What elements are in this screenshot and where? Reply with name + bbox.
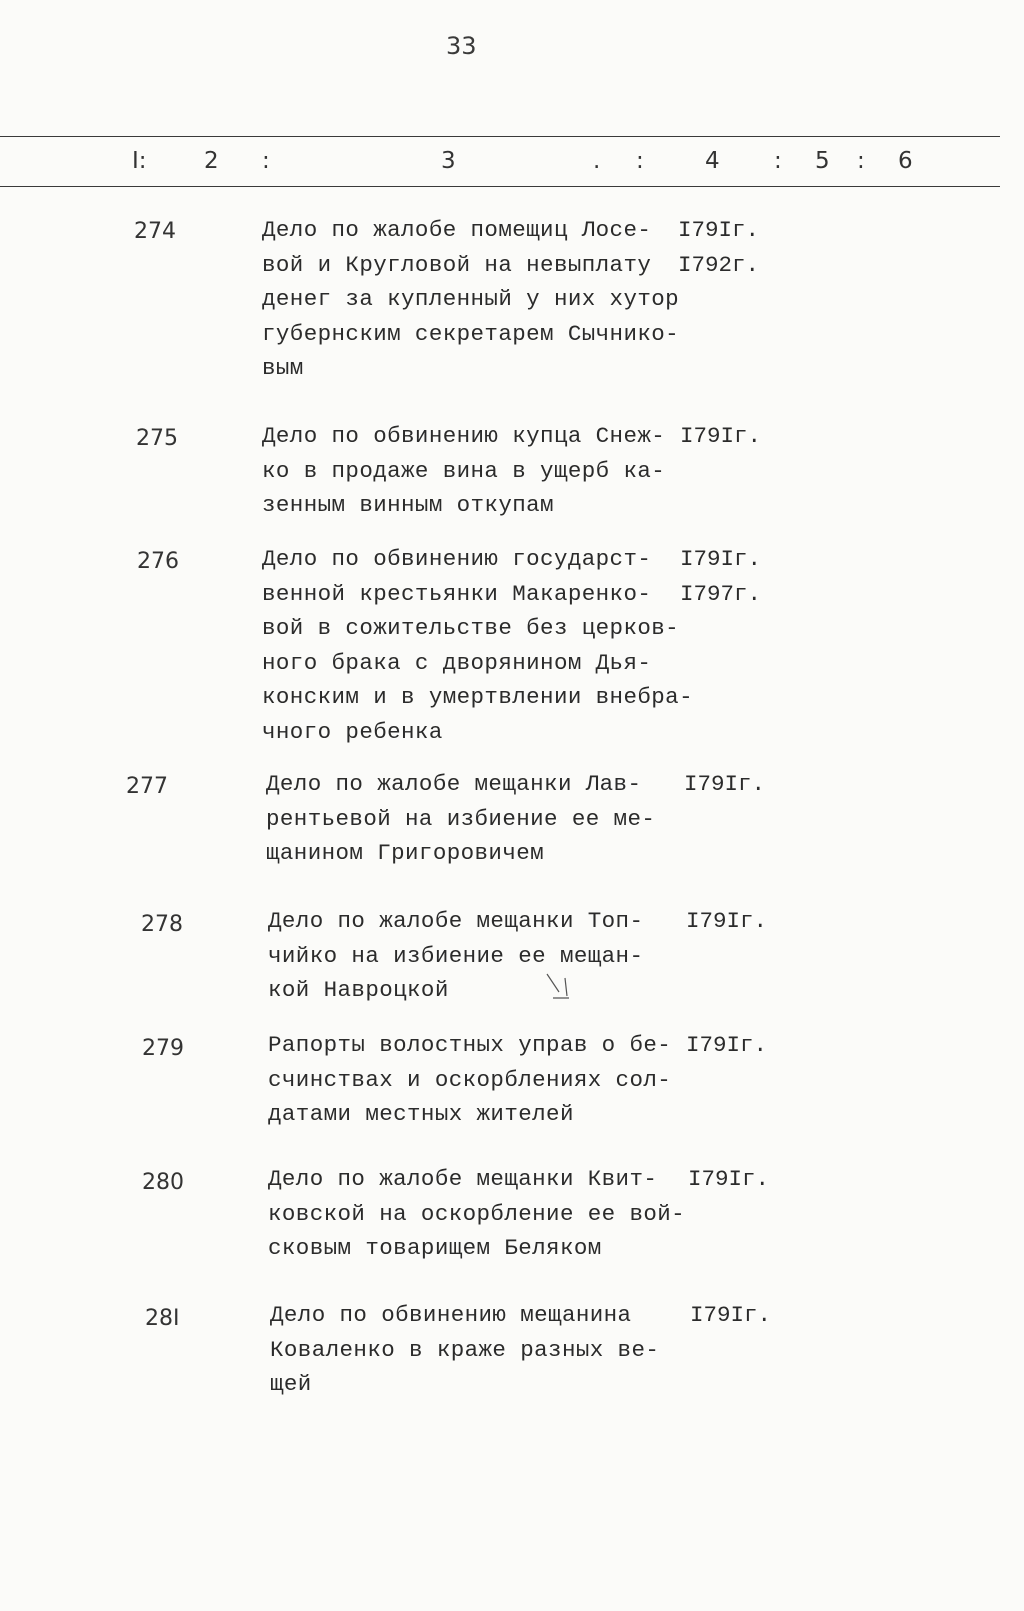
date-line: I79Iг. xyxy=(680,423,762,449)
description-line: ковской на оскорбление ее вой- xyxy=(268,1200,686,1227)
date-line: I79Iг. xyxy=(690,1302,772,1328)
entry-description xyxy=(268,1162,708,1266)
entry-description xyxy=(262,419,702,523)
entry-number: 28I xyxy=(145,1306,180,1331)
header-bottom-rule xyxy=(0,186,1000,187)
entry-description xyxy=(262,213,702,386)
column-separator: : xyxy=(636,148,644,174)
description-line: денег за купленный у них хутор xyxy=(262,286,680,312)
description-line: Дело по жалобе мещанки Топ- xyxy=(268,908,644,934)
description-line: чного ребенка xyxy=(262,718,443,745)
description-line: ко в продаже вина в ущерб ка- xyxy=(262,457,666,484)
date-line: I79Iг. xyxy=(688,1166,770,1192)
description-line: Дело по жалобе мещанки Квит- xyxy=(268,1166,658,1192)
description-line: датами местных жителей xyxy=(268,1101,574,1127)
description-line: Дело по обвинению мещанина xyxy=(270,1302,632,1328)
column-header-5: 5 xyxy=(815,148,830,174)
column-header-4: 4 xyxy=(705,148,720,174)
description-line: Дело по обвинению купца Снеж- xyxy=(262,423,666,449)
description-line: Дело по жалобе мещанки Лав- xyxy=(266,771,642,797)
date-line: I79Iг. xyxy=(678,217,760,243)
entry-number: 278 xyxy=(141,912,183,937)
description-line: сковым товарищем Беляком xyxy=(268,1235,602,1261)
description-line: конским и в умертвлении внебра- xyxy=(262,684,693,710)
description-line: чийко на избиение ее мещан- xyxy=(268,942,644,969)
date-line: I797г. xyxy=(680,580,762,607)
entry-number: 277 xyxy=(126,774,168,799)
column-header-6: 6 xyxy=(898,148,913,174)
description-line: вым xyxy=(262,355,304,381)
entry-number: 274 xyxy=(134,219,176,244)
page-number: 33 xyxy=(446,32,477,60)
pencil-tick-mark xyxy=(545,970,585,1010)
column-header-3: 3 xyxy=(441,148,456,174)
description-line: ного брака с дворянином Дья- xyxy=(262,649,652,676)
description-line: вой и Кругловой на невыплату xyxy=(262,251,652,278)
entry-dates xyxy=(686,1028,767,1063)
entry-number: 276 xyxy=(137,549,179,574)
description-line: счинствах и оскорблениях сол- xyxy=(268,1066,672,1093)
header-top-rule xyxy=(0,136,1000,137)
entry-dates xyxy=(690,1298,771,1333)
column-header-2: 2 xyxy=(204,148,219,174)
description-line: вой в сожительстве без церков- xyxy=(262,615,680,641)
description-line: зенным винным откупам xyxy=(262,492,554,518)
column-header-1: I: xyxy=(132,148,147,174)
description-line: Дело по жалобе помещиц Лосе- xyxy=(262,217,652,243)
date-line: I79Iг. xyxy=(680,546,762,572)
entry-description xyxy=(262,542,702,749)
description-line: щанином Григоровичем xyxy=(266,840,545,866)
description-line: рентьевой на избиение ее ме- xyxy=(266,805,656,832)
description-line: Коваленко в краже разных ве- xyxy=(270,1336,660,1363)
date-line: I79Iг. xyxy=(686,908,768,934)
description-line: кой Навроцкой xyxy=(268,977,449,1003)
date-line: I792г. xyxy=(678,251,760,278)
date-line: I79Iг. xyxy=(686,1032,768,1058)
description-line: венной крестьянки Макаренко- xyxy=(262,580,652,607)
entry-number: 280 xyxy=(142,1170,184,1195)
entry-dates xyxy=(688,1162,769,1197)
description-line: Рапорты волостных управ о бе- xyxy=(268,1032,672,1058)
entry-dates xyxy=(686,904,767,939)
entry-number: 275 xyxy=(136,426,178,451)
entry-description xyxy=(268,904,708,1008)
entry-dates xyxy=(680,419,761,454)
date-line: I79Iг. xyxy=(684,771,766,797)
entry-dates xyxy=(680,542,761,611)
entry-dates xyxy=(678,213,759,282)
description-line: щей xyxy=(270,1371,312,1397)
column-separator: . xyxy=(593,148,601,174)
column-separator: : xyxy=(262,148,270,174)
entry-description xyxy=(266,767,706,871)
entry-number: 279 xyxy=(142,1036,184,1061)
entry-description xyxy=(268,1028,708,1132)
column-separator: : xyxy=(857,148,865,174)
description-line: Дело по обвинению государст- xyxy=(262,546,652,572)
column-separator: : xyxy=(774,148,782,174)
description-line: губернским секретарем Сычнико- xyxy=(262,320,680,347)
entry-description xyxy=(270,1298,710,1402)
entry-dates xyxy=(684,767,765,802)
